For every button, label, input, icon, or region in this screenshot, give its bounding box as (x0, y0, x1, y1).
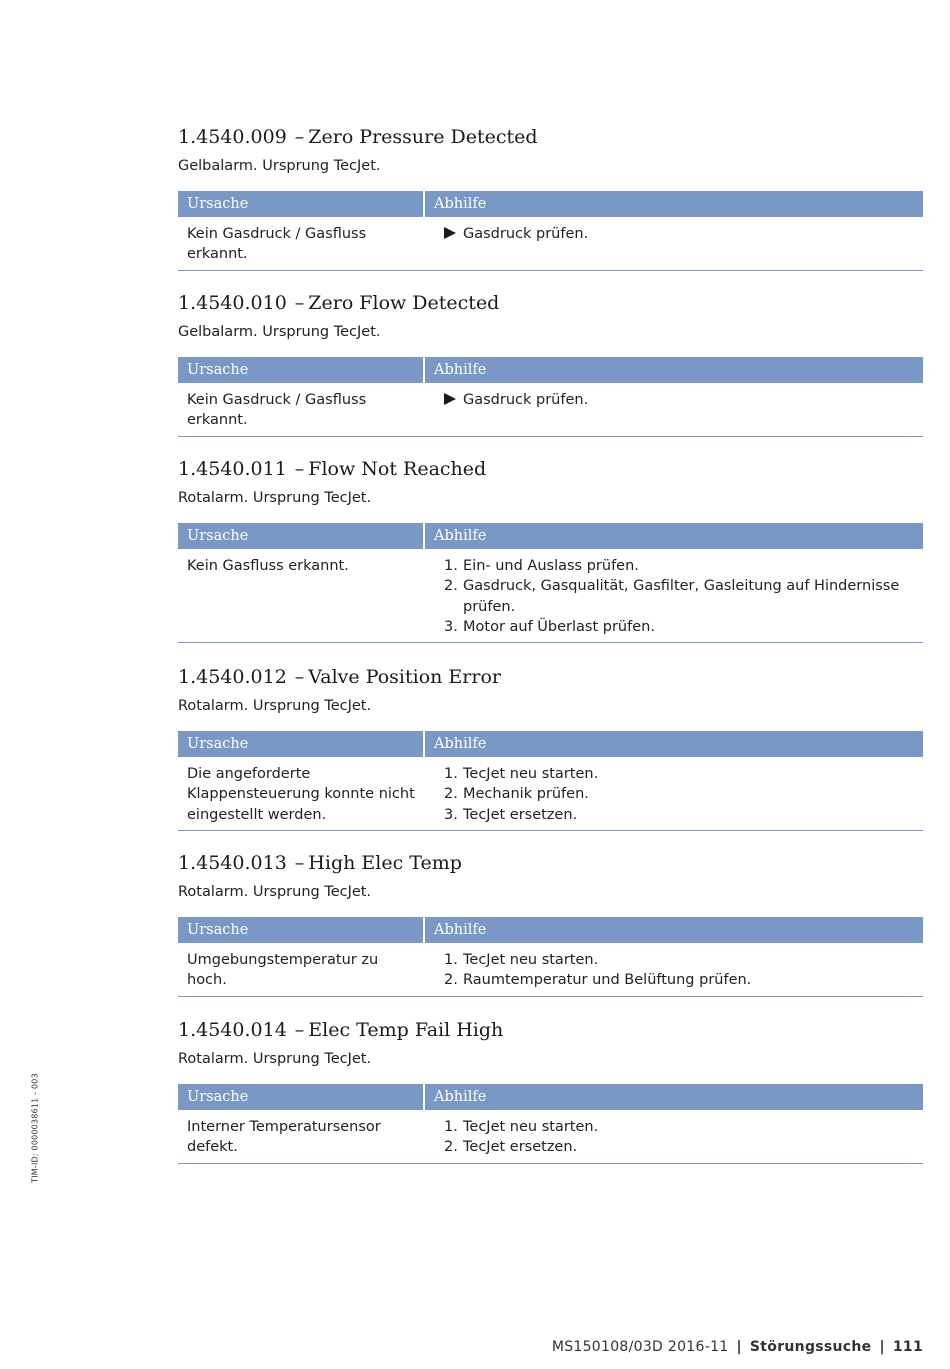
header-remedy: Abhilfe (425, 191, 923, 217)
fault-table (178, 191, 923, 271)
alarm-description: Gelbalarm. Ursprung TecJet. (178, 324, 381, 340)
cause-text: Umgebungstemperatur zu hoch. (187, 952, 379, 989)
header-cause: Ursache (178, 1084, 423, 1110)
cause-text: Die angeforderte Klappensteuerung konnte nicht eingestellt werden. (187, 766, 415, 823)
remedy-step: Gasdruck prüfen. (444, 224, 923, 245)
alarm-description: Gelbalarm. Ursprung TecJet. (178, 158, 381, 174)
arrow-right-icon (444, 393, 456, 405)
header-cause: Ursache (178, 917, 423, 943)
header-cause: Ursache (178, 731, 423, 757)
fault-table (178, 523, 923, 643)
page-number: 111 (892, 1339, 923, 1355)
fault-section (178, 850, 923, 997)
cause-text: Kein Gasdruck / Gasfluss erkannt. (187, 226, 367, 263)
remedy-list (425, 1117, 923, 1158)
header-remedy: Abhilfe (425, 357, 923, 383)
remedy-step: 2. Raumtemperatur und Belüftung prüfen. (444, 972, 752, 989)
document-number: MS150108/03D 2016-11 (551, 1339, 729, 1355)
remedy-step: 1. TecJet neu starten. (444, 952, 599, 968)
fault-section (178, 124, 923, 271)
remedy-step: 2. Gasdruck, Gasqualität, Gasfilter, Gasleitung auf Hindernisse prüfen. (444, 578, 900, 615)
fault-table (178, 1084, 923, 1164)
fault-section (178, 664, 923, 831)
section-title: 1.4540.011 – Flow Not Reached (178, 458, 487, 480)
header-cause: Ursache (178, 357, 423, 383)
fault-section (178, 456, 923, 643)
fault-section (178, 290, 923, 437)
alarm-description: Rotalarm. Ursprung TecJet. (178, 884, 372, 900)
header-remedy: Abhilfe (425, 1084, 923, 1110)
page-footer (552, 1339, 923, 1355)
section-title: 1.4540.012 – Valve Position Error (178, 666, 501, 688)
remedy-step: Gasdruck prüfen. (444, 390, 923, 411)
remedy-step: 3. Motor auf Überlast prüfen. (444, 618, 655, 635)
header-cause: Ursache (178, 191, 423, 217)
footer-separator: | (879, 1339, 885, 1355)
fault-section (178, 1017, 923, 1164)
remedy-step: 3. TecJet ersetzen. (444, 806, 578, 823)
remedy-list (425, 556, 923, 637)
cause-text: Kein Gasfluss erkannt. (187, 558, 349, 574)
remedy-step: 1. TecJet neu starten. (444, 1119, 599, 1135)
tim-id-label: TIM-ID: 0000038611 - 003 (30, 1073, 40, 1183)
section-title: 1.4540.010 – Zero Flow Detected (178, 292, 500, 314)
header-remedy: Abhilfe (425, 731, 923, 757)
remedy-step: 1. Ein- und Auslass prüfen. (444, 558, 639, 574)
header-remedy: Abhilfe (425, 523, 923, 549)
alarm-description: Rotalarm. Ursprung TecJet. (178, 698, 372, 714)
remedy-list (425, 224, 923, 265)
fault-table (178, 731, 923, 831)
cause-text: Kein Gasdruck / Gasfluss erkannt. (187, 392, 367, 429)
section-title: 1.4540.013 – High Elec Temp (178, 852, 462, 874)
footer-separator: | (736, 1339, 742, 1355)
header-cause: Ursache (178, 523, 423, 549)
alarm-description: Rotalarm. Ursprung TecJet. (178, 1051, 372, 1067)
header-remedy: Abhilfe (425, 917, 923, 943)
fault-table (178, 357, 923, 437)
cause-text: Interner Temperatursensor defekt. (187, 1119, 381, 1156)
arrow-right-icon (444, 227, 456, 239)
remedy-step: 2. TecJet ersetzen. (444, 1139, 578, 1156)
section-title: 1.4540.014 – Elec Temp Fail High (178, 1019, 504, 1041)
remedy-list (425, 950, 923, 991)
remedy-step: 2. Mechanik prüfen. (444, 786, 589, 803)
chapter-name: Störungssuche (749, 1339, 872, 1355)
remedy-step: 1. TecJet neu starten. (444, 766, 599, 782)
alarm-description: Rotalarm. Ursprung TecJet. (178, 490, 372, 506)
fault-table (178, 917, 923, 997)
remedy-list (425, 390, 923, 431)
section-title: 1.4540.009 – Zero Pressure Detected (178, 126, 538, 148)
remedy-list (425, 764, 923, 825)
